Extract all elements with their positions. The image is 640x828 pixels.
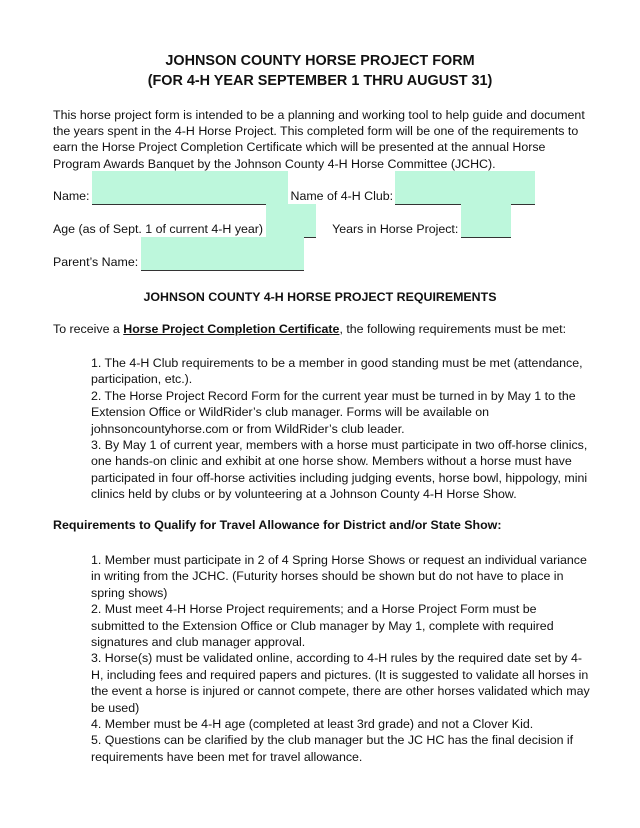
list-item: 3. Horse(s) must be validated online, according to 4-H rules by the required date set by 4-H, including fees and required papers and pictures. (It is suggested to validate all horses in the event a horse is injured or cannot compete, there are other horses validated which may be used)	[91, 651, 590, 715]
age-row	[53, 204, 511, 238]
list-item: 4. Member must be 4-H age (completed at least 3rd grade) and not a Clover Kid.	[91, 717, 534, 732]
club-label: Name of 4-H Club:	[290, 189, 394, 203]
list-item: 3. By May 1 of current year, members with a horse must participate in two off-horse clinics, one hands-on clinic and exhibit at one horse show. Members without a horse must have participated in four off-horse activities including judging events, horse bowl, hippology, mini clinics held by clubs or by volunteering at a Johnson County 4-H Horse Show.	[91, 438, 588, 502]
list-item: 5. Questions can be clarified by the club manager but the JC HC has the final decision if requirements have been met for travel allowance.	[91, 733, 574, 764]
parent-label: Parent’s Name:	[53, 255, 139, 269]
list-item: 2. The Horse Project Record Form for the current year must be turned in by May 1 to the Extension Office or WildRider’s club manager. Forms will be available on johnsoncountyhorse.com or from WildRider’s club leader.	[91, 388, 576, 436]
form-title: JOHNSON COUNTY HORSE PROJECT FORM	[165, 53, 475, 69]
age-field[interactable]	[266, 204, 316, 238]
years-label: Years in Horse Project:	[332, 222, 459, 236]
certificate-sentence	[53, 322, 566, 336]
form-subtitle: (FOR 4-H YEAR SEPTEMBER 1 THRU AUGUST 31)	[147, 73, 493, 89]
cert-post: , the following requirements must be met:	[339, 322, 567, 336]
age-label: Age (as of Sept. 1 of current 4-H year)	[53, 222, 264, 236]
club-name-field[interactable]	[395, 171, 535, 205]
requirements-heading: JOHNSON COUNTY 4-H HORSE PROJECT REQUIREMENTS	[143, 290, 497, 304]
years-field[interactable]	[461, 204, 511, 238]
name-field[interactable]	[92, 171, 288, 205]
parent-row	[53, 237, 304, 271]
travel-list	[91, 552, 591, 765]
list-item: 1. The 4-H Club requirements to be a member in good standing must be met (attendance, participation, etc.).	[91, 356, 583, 387]
requirements-list	[91, 355, 591, 503]
cert-pre: To receive a	[53, 322, 124, 336]
name-label: Name:	[53, 189, 90, 203]
travel-heading: Requirements to Qualify for Travel Allowance for District and/or State Show:	[53, 518, 502, 532]
list-item: 1. Member must participate in 2 of 4 Spring Horse Shows or request an individual variance in writing from the JCHC. (Futurity horses should be shown but do not have to place in spring shows)	[91, 553, 587, 600]
certificate-name: Horse Project Completion Certificate	[123, 322, 340, 336]
name-row	[53, 171, 535, 205]
list-item: 2. Must meet 4-H Horse Project requirements; and a Horse Project Form must be submitted to the Extension Office or Club manager by May 1, complete with required signatures and club manager approval.	[91, 602, 554, 650]
parent-name-field[interactable]	[141, 237, 304, 271]
intro-paragraph: This horse project form is intended to be a planning and working tool to help guide and document the years spent in the 4-H Horse Project. This completed form will be one of the requirements to earn the Horse Project Completion Certificate which will be presented at the annual Horse Program Awards Banquet by the Johnson County 4-H Horse Committee (JCHC).	[53, 108, 585, 171]
